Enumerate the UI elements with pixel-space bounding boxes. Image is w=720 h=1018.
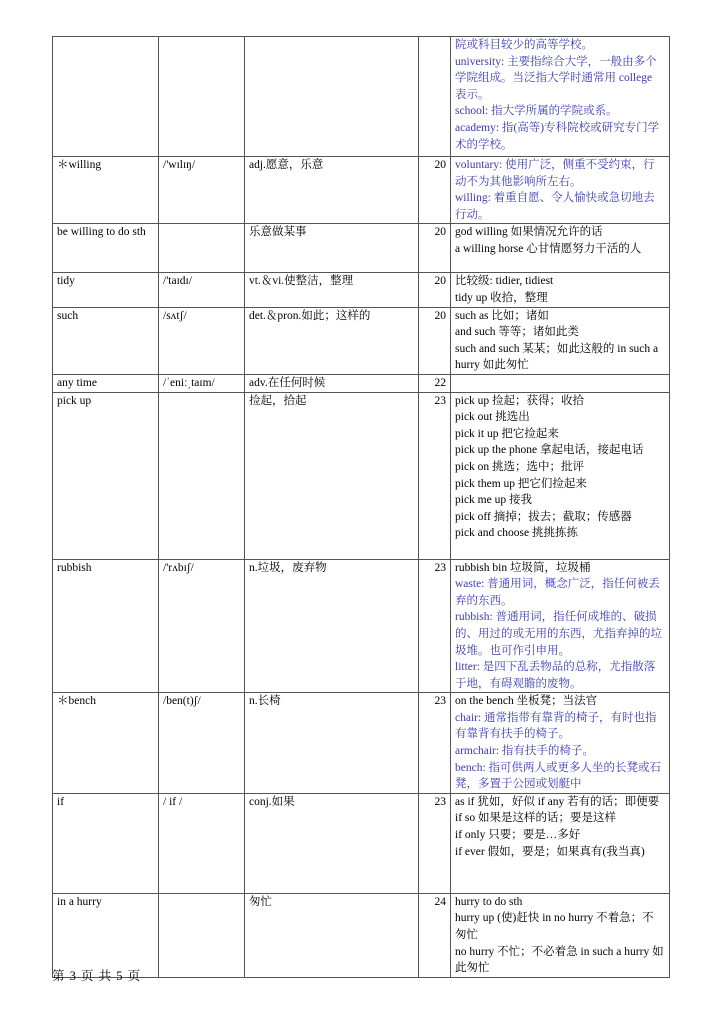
note-line: waste: 普通用词，概念广泛，指任何被丢弃的东西。 [455, 578, 660, 607]
page-number-cell: 23 [419, 793, 451, 893]
meaning-cell: n.长椅 [245, 693, 419, 794]
note-line: university: 主要指综合大学，一般由多个学院组成。当泛指大学时通常用 college 表示。 [455, 55, 657, 101]
notes-cell [451, 693, 670, 794]
note-line: pick up 捡起；获得；收拾 [455, 394, 585, 407]
phonetic-cell [159, 224, 245, 273]
note-line: bench: 指可供两人或更多人坐的长凳或石凳，多置于公园或划艇中 [455, 761, 662, 791]
phonetic-cell: /ˈeniː͵taɪm/ [159, 374, 245, 392]
phonetic-cell [159, 893, 245, 977]
note-line: hurry up (使)赶快 in no hurry 不着急；不匆忙 [455, 912, 654, 942]
note-line: tidy up 收拾，整理 [455, 291, 548, 304]
note-line: a willing horse 心甘情愿努力干活的人 [455, 242, 642, 255]
table-row [53, 273, 670, 307]
note-line: pick on 挑选；选中；批评 [455, 460, 585, 473]
page-number-cell: 23 [419, 392, 451, 559]
note-line: chair: 通常指带有靠背的椅子，有时也指有靠背有扶手的椅子。 [455, 711, 657, 741]
word-cell: ＊willing [53, 157, 159, 224]
table-row [53, 37, 670, 157]
table-row [53, 374, 670, 392]
notes-cell [451, 392, 670, 559]
word-cell: any time [53, 374, 159, 392]
note-line: such and such 某某；如此这般的 in such a hurry 如此匆忙 [455, 342, 659, 372]
table-row [53, 392, 670, 559]
word-cell: such [53, 307, 159, 374]
page-number-cell: 20 [419, 224, 451, 273]
phonetic-cell: /'rʌbɪʃ/ [159, 559, 245, 693]
meaning-cell: vt.＆vi.使整洁，整理 [245, 273, 419, 307]
notes-cell [451, 273, 670, 307]
word-cell: ＊bench [53, 693, 159, 794]
note-line: school: 指大学所属的学院或系。 [455, 105, 618, 118]
notes-cell [451, 793, 670, 893]
word-cell: rubbish [53, 559, 159, 693]
page-number-cell: 22 [419, 374, 451, 392]
meaning-cell: 捡起，拾起 [245, 392, 419, 559]
meaning-cell: adv.在任何时候 [245, 374, 419, 392]
note-line: pick me up 接我 [455, 494, 532, 507]
page-number-cell: 23 [419, 693, 451, 794]
word-cell: pick up [53, 392, 159, 559]
table-row [53, 793, 670, 893]
table-row [53, 693, 670, 794]
note-line: such as 比如；诸如 [455, 309, 549, 322]
note-line: pick them up 把它们捡起来 [455, 477, 587, 490]
notes-cell [451, 307, 670, 374]
note-line: if so 如果是这样的话；要是这样 [455, 812, 616, 825]
page-number-cell: 20 [419, 273, 451, 307]
note-line: pick up the phone 拿起电话，接起电话 [455, 444, 644, 457]
vocabulary-table-body [53, 37, 670, 978]
phonetic-cell: /ben(t)ʃ/ [159, 693, 245, 794]
note-line: no hurry 不忙；不必着急 in such a hurry 如此匆忙 [455, 945, 664, 975]
note-line: willing: 着重自愿、令人愉快或急切地去行动。 [455, 192, 655, 221]
meaning-cell: adj.愿意，乐意 [245, 157, 419, 224]
note-line: litter: 是四下乱丢物品的总称，尤指散落于地，有碍观瞻的废物。 [455, 661, 656, 690]
notes-cell [451, 224, 670, 273]
note-line: god willing 如果情况允许的话 [455, 226, 603, 239]
page-number-cell: 23 [419, 559, 451, 693]
note-line: pick it up 把它捡起来 [455, 427, 559, 440]
vocabulary-table [52, 36, 670, 978]
table-row [53, 157, 670, 224]
notes-cell [451, 374, 670, 392]
meaning-cell: 乐意做某事 [245, 224, 419, 273]
word-cell: be willing to do sth [53, 224, 159, 273]
notes-cell [451, 559, 670, 693]
word-cell [53, 37, 159, 157]
note-line: armchair: 指有扶手的椅子。 [455, 745, 594, 758]
page-number-cell: 20 [419, 307, 451, 374]
meaning-cell: 匆忙 [245, 893, 419, 977]
note-line: pick out 挑选出 [455, 411, 530, 424]
note-line: 院或科目较少的高等学校。 [455, 39, 593, 51]
note-line: and such 等等；诸如此类 [455, 326, 579, 339]
page-number-cell [419, 37, 451, 157]
table-row [53, 307, 670, 374]
note-line: rubbish: 普通用词，指任何成堆的、破损的、用过的或无用的东西，尤指弃掉的垃圾堆。也可作引申用。 [455, 611, 662, 657]
word-cell: tidy [53, 273, 159, 307]
phonetic-cell: /'taɪdɪ/ [159, 273, 245, 307]
table-row [53, 893, 670, 977]
word-cell: in a hurry [53, 893, 159, 977]
note-line: rubbish bin 垃圾筒，垃圾桶 [455, 561, 591, 574]
meaning-cell: conj.如果 [245, 793, 419, 893]
notes-cell [451, 37, 670, 157]
note-line: hurry to do sth [455, 895, 523, 908]
table-row [53, 224, 670, 273]
note-line: academy: 指(高等)专科院校或研究专门学术的学校。 [455, 121, 660, 151]
table-row [53, 559, 670, 693]
meaning-cell: det.＆pron.如此；这样的 [245, 307, 419, 374]
page-number-cell: 20 [419, 157, 451, 224]
phonetic-cell: / if / [159, 793, 245, 893]
phonetic-cell [159, 37, 245, 157]
page-footer: 第 3 页 共 5 页 [52, 969, 142, 983]
note-line: voluntary: 使用广泛，侧重不受约束，行动不为其他影响所左右。 [455, 159, 655, 188]
notes-cell [451, 893, 670, 977]
note-line: on the bench 坐板凳；当法官 [455, 695, 598, 708]
phonetic-cell: /sʌtʃ/ [159, 307, 245, 374]
meaning-cell [245, 37, 419, 157]
page-number-cell: 24 [419, 893, 451, 977]
phonetic-cell: /'wɪlɪŋ/ [159, 157, 245, 224]
word-cell: if [53, 793, 159, 893]
note-line: if ever 假如，要是；如果真有(我当真) [455, 845, 645, 858]
note-line: as if 犹如，好似 if any 若有的话；即便要 [455, 795, 660, 808]
meaning-cell: n.垃圾，废弃物 [245, 559, 419, 693]
note-line: pick off 摘掉；拔去；截取；传感器 [455, 510, 632, 523]
note-line: pick and choose 挑挑拣拣 [455, 527, 578, 540]
phonetic-cell [159, 392, 245, 559]
note-line: if only 只要；要是…多好 [455, 829, 581, 842]
note-line: 比较级: tidier, tidiest [455, 275, 554, 288]
notes-cell [451, 157, 670, 224]
